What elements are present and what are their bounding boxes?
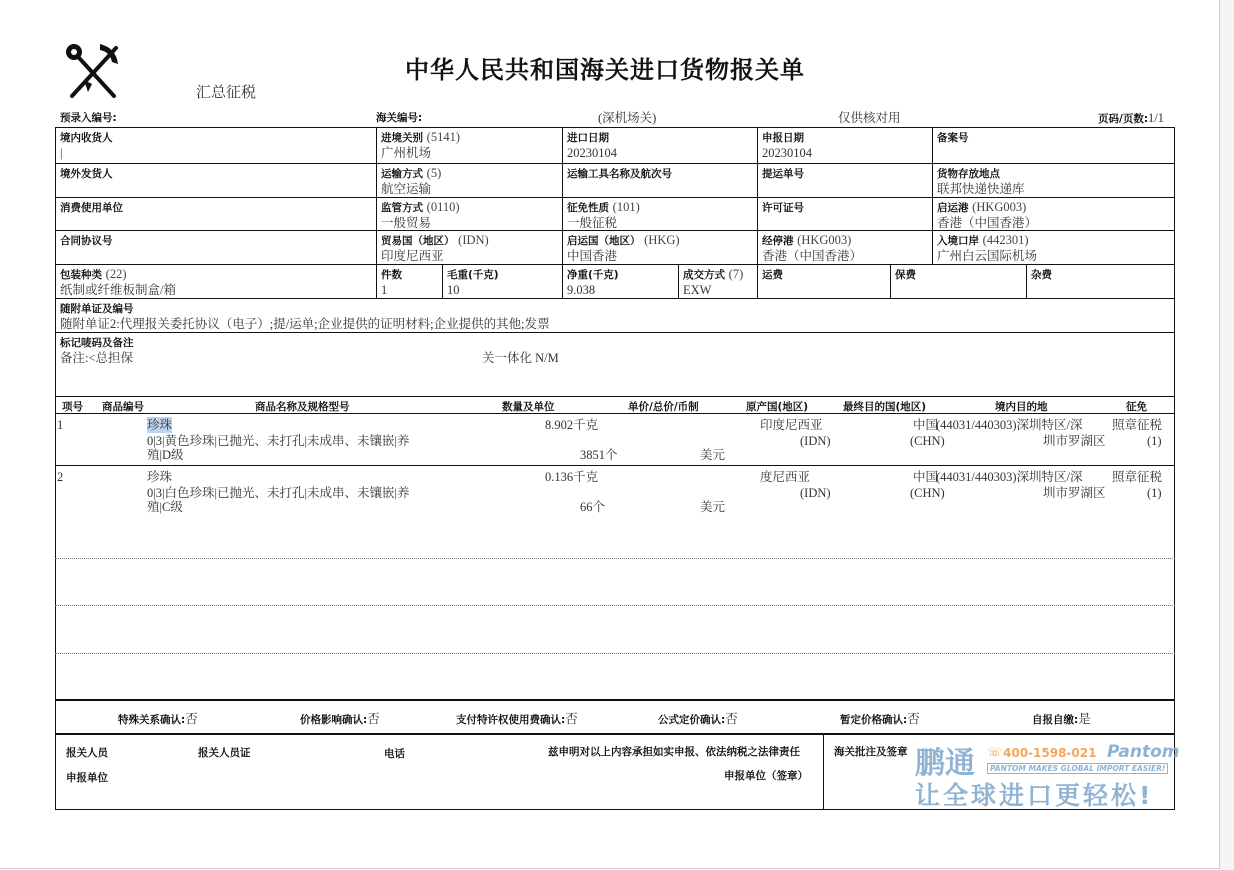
field-label: 进口日期 <box>567 132 609 144</box>
field-value: 1 <box>381 283 388 297</box>
empty-row-divider <box>55 558 1175 559</box>
confirmation-item <box>658 709 738 728</box>
field-value: 航空运输 <box>381 182 432 196</box>
items-header-cell: 境内目的地 <box>995 401 1048 413</box>
item-currency: 美元 <box>700 500 726 514</box>
field-label: 申报日期 <box>762 132 804 144</box>
field-gross-weight <box>442 264 563 299</box>
customs-emblem-icon <box>60 40 126 102</box>
field-label: 杂费 <box>1031 269 1052 281</box>
item-domestic-2: 圳市罗湖区 <box>1043 434 1106 448</box>
field-net-weight <box>562 264 679 299</box>
items-header-cell: 商品名称及规格型号 <box>255 401 350 413</box>
items-header-cell: 最终目的国(地区) <box>843 401 927 413</box>
item-qty: 0.136千克 <box>545 470 599 484</box>
field-transport-name <box>562 163 758 198</box>
empty-row-divider <box>55 605 1175 606</box>
item-domestic-1: (44031/440303)深圳特区/深 <box>936 470 1083 484</box>
field-value: 9.038 <box>567 283 596 297</box>
customs-approval-label: 海关批注及签章 <box>834 746 908 758</box>
field-departure-port <box>932 197 1175 231</box>
field-value: 中国香港 <box>567 249 618 263</box>
customs-office: (深机场关) <box>598 111 657 125</box>
field-label: 备案号 <box>937 132 969 144</box>
field-label: 境内收货人 <box>60 132 113 144</box>
items-header-cell: 征免 <box>1126 401 1147 413</box>
field-value: EXW <box>683 283 712 297</box>
field-label: 保费 <box>895 269 916 281</box>
item-origin-code: (IDN) <box>800 486 831 500</box>
field-label: 运输工具名称及航次号 <box>567 168 672 180</box>
confirmation-value: 是 <box>1078 712 1091 726</box>
field-departure-country <box>562 230 758 265</box>
confirmation-value: 否 <box>907 712 920 726</box>
field-label: 入境口岸 (442301) <box>937 233 1029 247</box>
field-label: 运费 <box>762 269 783 281</box>
item-no: 2 <box>57 470 64 484</box>
field-label: 合同协议号 <box>60 235 113 247</box>
brand-en: Pantom <box>1107 742 1180 762</box>
confirmation-value: 否 <box>565 712 578 726</box>
item-dest-code: (CHN) <box>910 434 945 448</box>
field-shipper <box>55 163 377 198</box>
field-label: 启运港 (HKG003) <box>937 200 1027 214</box>
item-origin: 度尼西亚 <box>760 470 811 484</box>
item-levy-code: (1) <box>1147 486 1162 500</box>
item-origin-code: (IDN) <box>800 434 831 448</box>
field-value: 随附单证2:代理报关委托协议（电子）;提/运单;企业提供的证明材料;企业提供的其他;发票 <box>60 317 550 331</box>
scrollbar[interactable] <box>1220 0 1234 870</box>
confirmation-label: 特殊关系确认: <box>118 714 186 726</box>
confirmation-item <box>300 709 380 728</box>
field-trade-country <box>376 230 563 265</box>
field-value: 联邦快递快递库 <box>937 182 1025 196</box>
declarant-label: 报关人员 <box>66 747 108 759</box>
field-misc <box>1026 264 1175 299</box>
field-supervision <box>376 197 563 231</box>
item-qty-2: 3851个 <box>580 448 618 462</box>
field-label: 运输方式 (5) <box>381 166 442 180</box>
item-name: 珍珠 <box>147 418 173 432</box>
field-entry-port <box>932 230 1175 265</box>
field-transport-mode <box>376 163 563 198</box>
confirmation-item <box>456 709 578 728</box>
field-label: 境外发货人 <box>60 168 113 180</box>
field-transit-port <box>757 230 933 265</box>
item-spec-2: 殖|C级 <box>147 500 183 514</box>
field-label: 净重(千克) <box>567 269 619 281</box>
item-qty: 8.902千克 <box>545 418 599 432</box>
field-transaction-mode <box>678 264 758 299</box>
field-value: 20230104 <box>567 146 617 160</box>
field-marks <box>55 332 1175 397</box>
declaring-unit-label: 申报单位 <box>66 772 108 784</box>
field-label: 进境关别 (5141) <box>381 130 460 144</box>
field-value: 印度尼西亚 <box>381 249 444 263</box>
field-import-date <box>562 127 758 164</box>
field-label: 征免性质 (101) <box>567 200 640 214</box>
brand-tagline-cn: 让全球进口更轻松! <box>915 781 1154 810</box>
field-value: 一般征税 <box>567 216 618 230</box>
field-value: 广州机场 <box>381 146 432 160</box>
field-label: 成交方式 (7) <box>683 267 744 281</box>
field-pieces <box>376 264 443 299</box>
field-label: 监管方式 (0110) <box>381 200 460 214</box>
legal-statement: 兹申明对以上内容承担如实申报、依法纳税之法律责任 <box>548 746 800 758</box>
field-label: 贸易国（地区） (IDN) <box>381 233 489 247</box>
verification-note: 仅供核对用 <box>838 111 901 125</box>
item-currency: 美元 <box>700 448 726 462</box>
confirmation-value: 否 <box>725 712 738 726</box>
field-freight <box>757 264 891 299</box>
field-declare-date <box>757 127 933 164</box>
items-header-cell: 原产国(地区) <box>746 401 809 413</box>
brand-phone: 400-1598-021 <box>1003 746 1097 760</box>
field-documents <box>55 298 1175 333</box>
field-label: 标记唛码及备注 <box>60 337 134 349</box>
item-domestic-1: (44031/440303)深圳特区/深 <box>936 418 1083 432</box>
item-spec-1: 0|3|白色珍珠|已抛光、未打孔|未成串、未镶嵌|养 <box>147 486 410 500</box>
items-header-cell: 单价/总价/币制 <box>628 401 699 413</box>
item-origin: 印度尼西亚 <box>760 418 823 432</box>
field-consumer <box>55 197 377 231</box>
item-levy-code: (1) <box>1147 434 1162 448</box>
empty-row-divider <box>55 653 1175 654</box>
field-label: 许可证号 <box>762 202 804 214</box>
confirmation-value: 否 <box>367 712 380 726</box>
field-label: 启运国（地区） (HKG) <box>567 233 680 247</box>
field-label: 包装种类 (22) <box>60 267 127 281</box>
field-value: 广州白云国际机场 <box>937 249 1038 263</box>
field-label: 货物存放地点 <box>937 168 1000 180</box>
field-label: 消费使用单位 <box>60 202 123 214</box>
field-bill-no <box>757 163 933 198</box>
pantom-watermark-logo <box>915 742 1180 808</box>
item-dest-code: (CHN) <box>910 486 945 500</box>
confirmation-item <box>1032 709 1091 728</box>
field-value: 香港（中国香港） <box>762 249 863 263</box>
item-name: 珍珠 <box>147 470 173 484</box>
phone-icon: ☏ <box>987 745 1003 759</box>
declarant-cert-label: 报关人员证 <box>198 747 251 759</box>
item-dest: 中国 <box>913 470 939 484</box>
confirmations-row <box>55 700 1175 735</box>
unit-seal-label: 申报单位（签章） <box>724 770 808 782</box>
item-levy: 照章征税 <box>1112 470 1163 484</box>
item-domestic-2: 圳市罗湖区 <box>1043 486 1106 500</box>
confirmation-item <box>118 709 198 728</box>
item-dest: 中国 <box>913 418 939 432</box>
customs-no-label: 海关编号: <box>376 112 423 124</box>
pre-entry-no-label: 预录入编号: <box>60 112 117 124</box>
confirmation-value: 否 <box>185 712 198 726</box>
field-label: 件数 <box>381 269 402 281</box>
field-value: 一般贸易 <box>381 216 432 230</box>
field-levy-nature <box>562 197 758 231</box>
document-subtitle: 汇总征税 <box>196 85 257 101</box>
field-value: | <box>60 146 63 160</box>
items-header-cell: 项号 <box>62 401 83 413</box>
confirmation-label: 支付特许权使用费确认: <box>456 714 566 726</box>
field-value: 20230104 <box>762 146 812 160</box>
confirmation-label: 公式定价确认: <box>658 714 726 726</box>
field-consignee <box>55 127 377 164</box>
item-row[interactable] <box>55 413 1175 466</box>
item-spec-1: 0|3|黄色珍珠|已抛光、未打孔|未成串、未镶嵌|养 <box>147 434 410 448</box>
field-value: 10 <box>447 283 460 297</box>
item-levy: 照章征税 <box>1112 418 1163 432</box>
confirmation-label: 价格影响确认: <box>300 714 368 726</box>
page-value: 1/1 <box>1148 111 1165 125</box>
field-value: 纸制或纤维板制盒/箱 <box>60 283 176 297</box>
confirmation-label: 暂定价格确认: <box>840 714 908 726</box>
item-spec-2: 殖|D级 <box>147 448 184 462</box>
field-record-no <box>932 127 1175 164</box>
field-entry-customs <box>376 127 563 164</box>
field-value: 香港（中国香港） <box>937 216 1038 230</box>
items-header-cell: 数量及单位 <box>502 401 555 413</box>
items-header-cell: 商品编号 <box>102 401 144 413</box>
document-title: 中华人民共和国海关进口货物报关单 <box>405 56 805 84</box>
item-qty-2: 66个 <box>580 500 606 514</box>
phone-label: 电话 <box>384 748 405 760</box>
item-row[interactable] <box>55 465 1175 514</box>
signature-divider <box>823 733 824 810</box>
confirmation-label: 自报自缴: <box>1032 714 1079 726</box>
item-no: 1 <box>57 418 64 432</box>
field-contract-no <box>55 230 377 265</box>
brand-cn: 鹏通 <box>915 746 975 781</box>
field-value: 备注:<总担保 <box>60 351 134 365</box>
field-label: 随附单证及编号 <box>60 303 134 315</box>
confirmation-item <box>840 709 920 728</box>
field-label: 提运单号 <box>762 168 804 180</box>
marks-extra: 关一体化 N/M <box>482 351 559 365</box>
field-license-no <box>757 197 933 231</box>
brand-tagline-en: PANTOM MAKES GLOBAL IMPORT EASIER! <box>987 763 1168 774</box>
field-label: 毛重(千克) <box>447 269 499 281</box>
page-label: 页码/页数: <box>1098 113 1149 125</box>
page-count <box>1098 109 1164 127</box>
field-storage <box>932 163 1175 198</box>
field-label: 经停港 (HKG003) <box>762 233 852 247</box>
field-package-type <box>55 264 377 299</box>
field-insurance <box>890 264 1027 299</box>
